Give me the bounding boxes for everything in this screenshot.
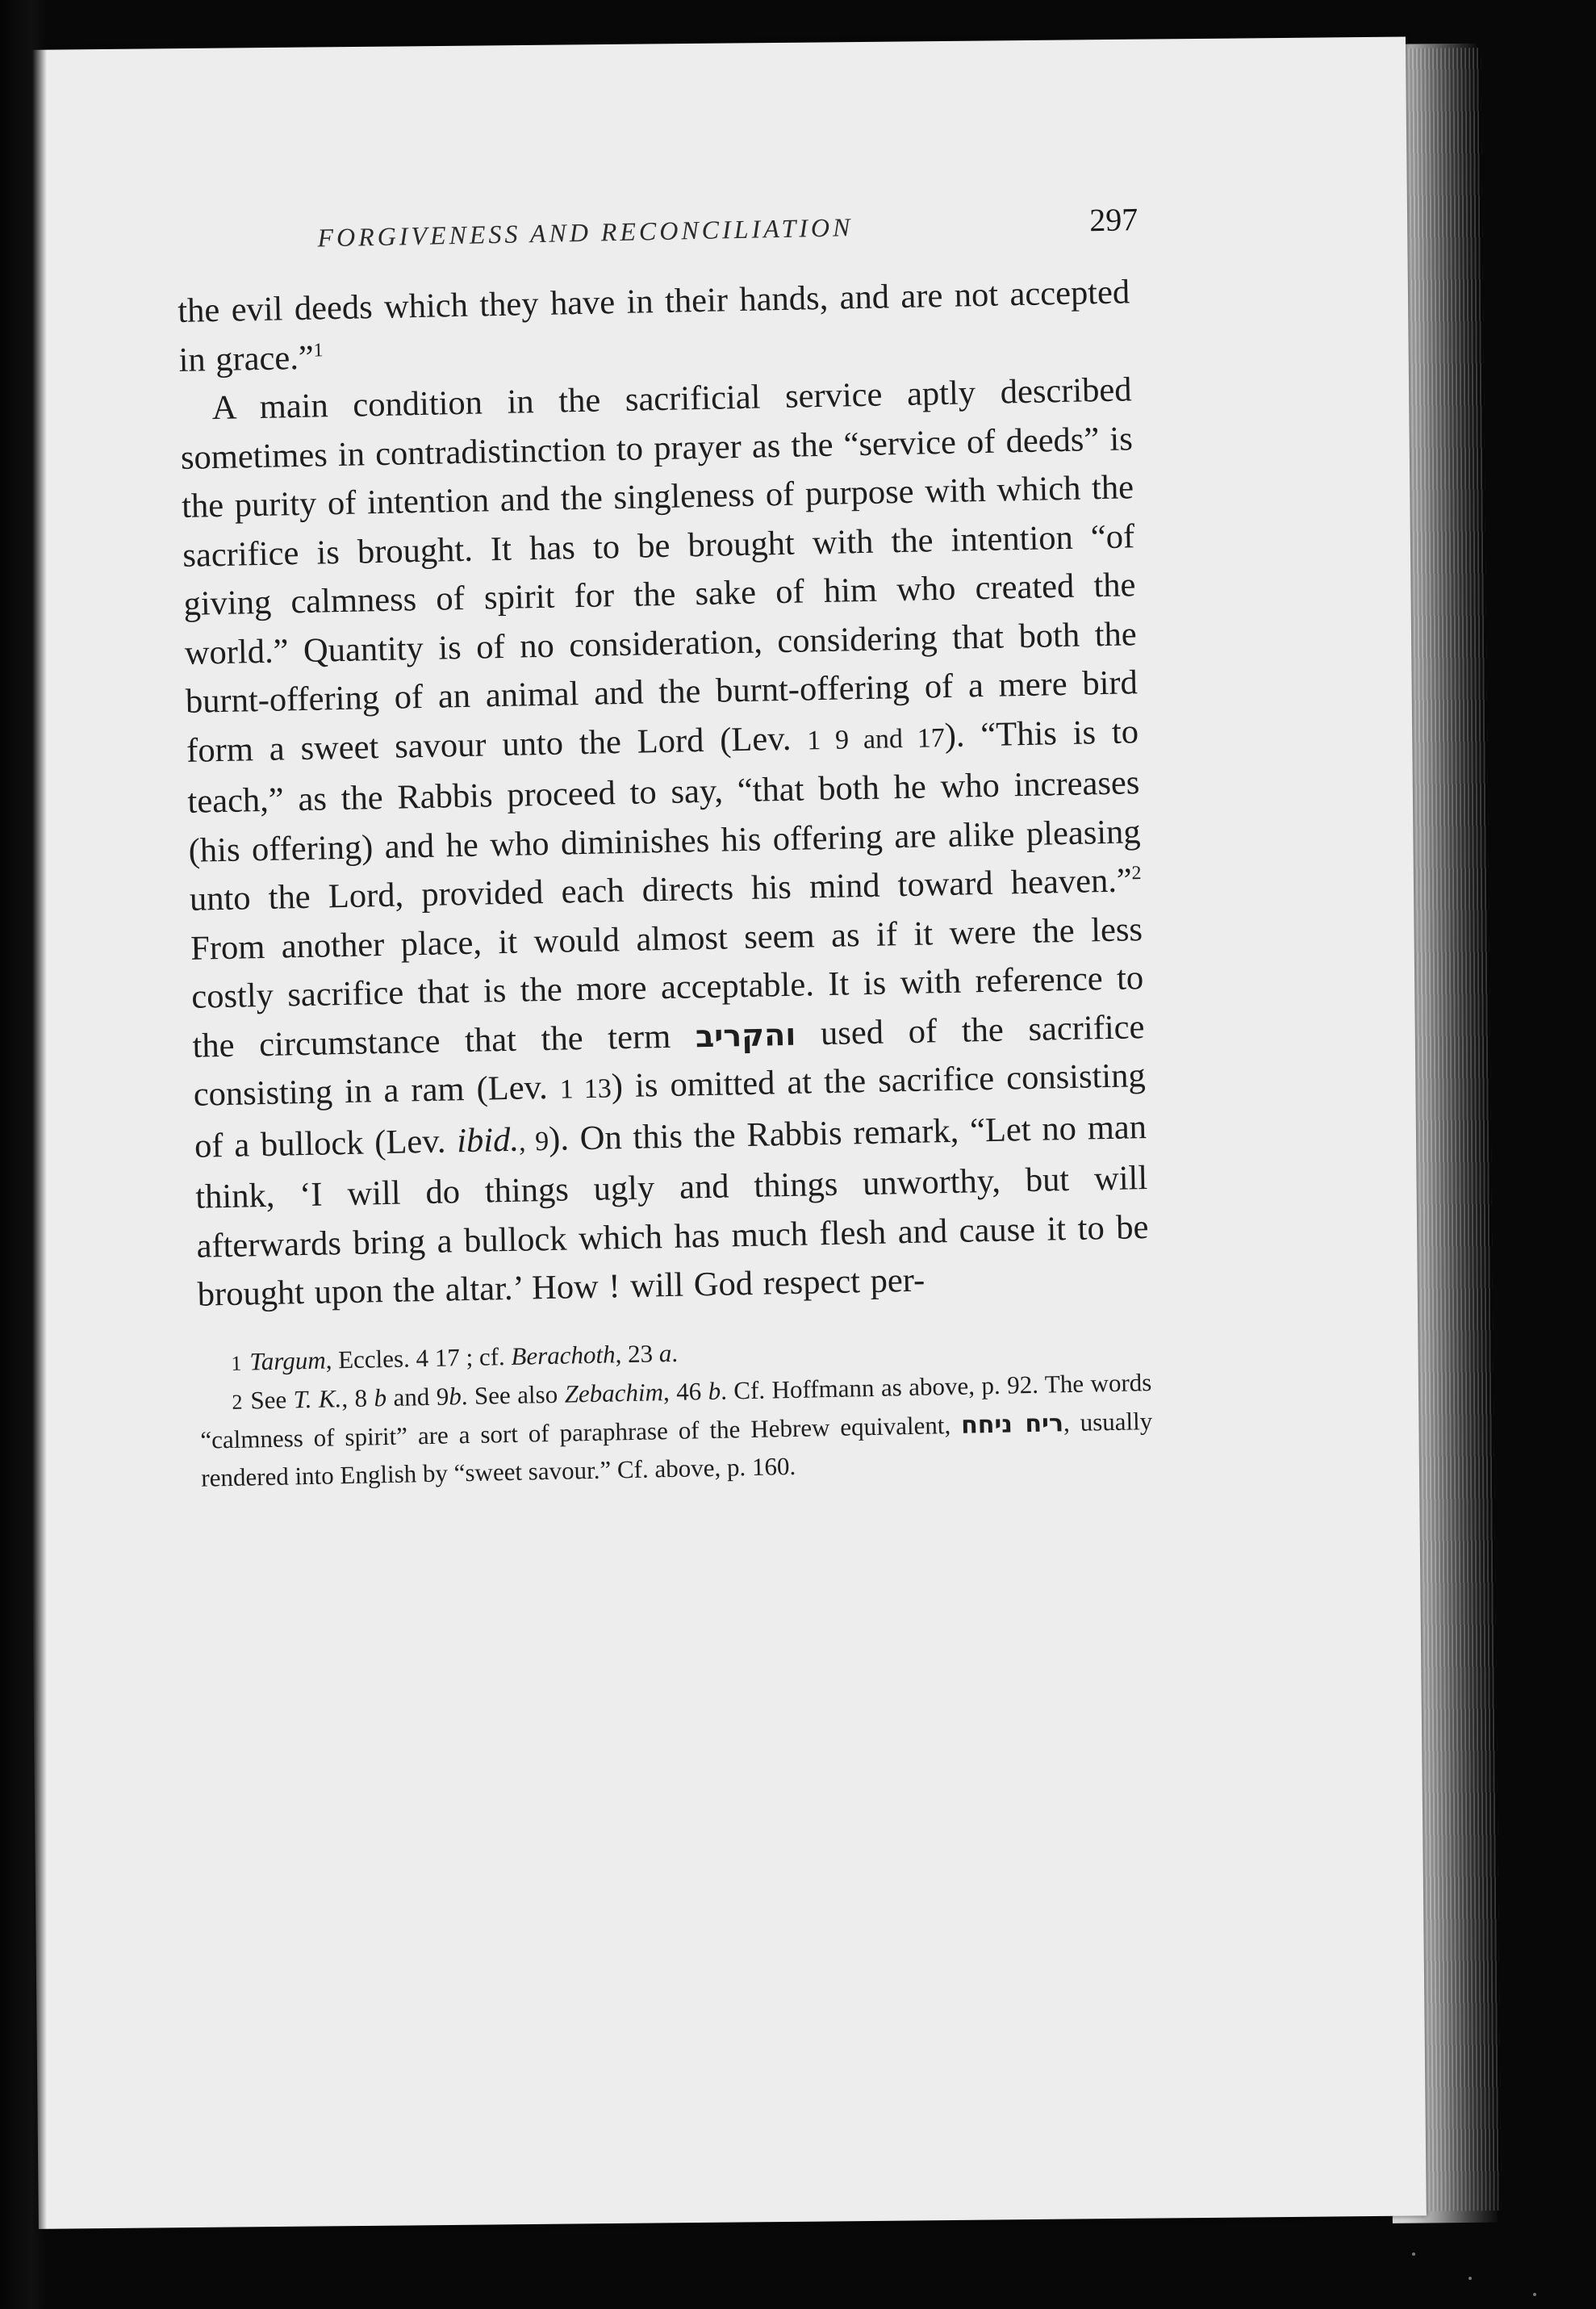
footnote-folio: b (448, 1381, 462, 1411)
footnote-text: , usually rendered into English by “sweet savour.” Cf. above, p. 160. (200, 1406, 1153, 1492)
scan-specks (0, 2220, 1596, 2309)
paragraph-continued (178, 268, 1131, 385)
footnote-folio: b (708, 1376, 721, 1405)
footnote-text: , 46 (662, 1376, 702, 1406)
footnote-2 (199, 1364, 1154, 1497)
spine-shadow (0, 0, 47, 2309)
scripture-ref: , 9 (518, 1126, 549, 1157)
footnote-text: , 8 (341, 1383, 368, 1412)
footnote-text: . Cf. Hoffmann as above, p. 92. The words “calmness of spirit” are a sort of paraphrase of the Hebrew equivalent, (200, 1367, 1152, 1454)
paragraph-text: ) is omitted at the sacrifice consisting of a bullock (Lev. (194, 1056, 1147, 1165)
dust-speck (1469, 2277, 1472, 2280)
dust-speck (1533, 2293, 1536, 2296)
footnotes (198, 1325, 1154, 1497)
footnote-source: Zebachim (564, 1377, 664, 1408)
paragraph-text: used of the sacrifice consisting in a ram (Lev. (193, 1007, 1145, 1114)
dust-speck (1412, 2253, 1415, 2256)
paragraph-text: A main condition in the sacrificial service aptly described sometimes in contradistinction to prayer as the “service of deeds” is the purity of intention and the singleness of purpose with which the sacrifice is brought. It has to be brought with the intention “of giving calmness of spirit for the sake of him who created the world.” Quantity is of no consideration, considering that both the burnt-offering of an animal and the burnt-offering of a mere bird form a sweet savour unto the Lord (Lev. (180, 370, 1139, 770)
page-number: 297 (1088, 201, 1139, 239)
footnote-text: , 23 (615, 1338, 654, 1368)
hebrew-term: והקריב (695, 1016, 796, 1054)
footnote-text: See (250, 1385, 287, 1414)
footnote-text: , Eccles. 4 17 ; cf. (325, 1341, 506, 1374)
footnote-text: . See also (461, 1379, 558, 1410)
paragraph-main (179, 366, 1150, 1320)
hebrew-phrase: ריח ניחח (960, 1408, 1064, 1440)
footnote-text: . (671, 1338, 679, 1367)
running-title: FORGIVENESS AND RECONCILIATION (317, 212, 854, 253)
paragraph-text: ). On this the Rabbis remark, “Let no man think, ‘I will do things ugly and things unworthy, but will afterwards bring a bullock which has much flesh and cause it to be brought upon the altar.’ How ! will God respect per- (194, 1107, 1149, 1314)
footnote-mark: 1 (231, 1351, 242, 1375)
paragraph-text: ). “This is to teach,” as the Rabbis proceed to say, “that both he who increases (his offering) and he who diminishes his offering are alike pleasing unto the Lord, provided each directs his mind toward heaven.” (187, 712, 1141, 918)
footnote-source: T. K. (293, 1383, 342, 1413)
body-text (178, 268, 1150, 1320)
footnote-ref: 2 (1131, 862, 1142, 885)
scripture-ref: 1 9 and 17 (806, 722, 946, 755)
footnote-folio: b (374, 1382, 387, 1412)
footnote-source: Targum (249, 1345, 326, 1375)
footnote-text: and 9 (393, 1382, 449, 1412)
paragraph-text: the evil deeds which they have in their hands, and are not accepted in grace.” (177, 273, 1130, 379)
footnote-mark: 2 (232, 1390, 243, 1414)
paragraph-text: From another place, it would almost seem as if it were the less costly sacrifice that is the more acceptable. It is with reference to the circumstance that the term (190, 910, 1144, 1065)
footnote-source: Berachoth (511, 1339, 616, 1370)
page-content (176, 199, 1154, 1496)
footnote-folio: a (658, 1338, 672, 1367)
ibid-ref: ibid. (456, 1120, 520, 1160)
scripture-ref: 1 13 (559, 1073, 612, 1105)
footnote-ref: 1 (313, 339, 324, 361)
